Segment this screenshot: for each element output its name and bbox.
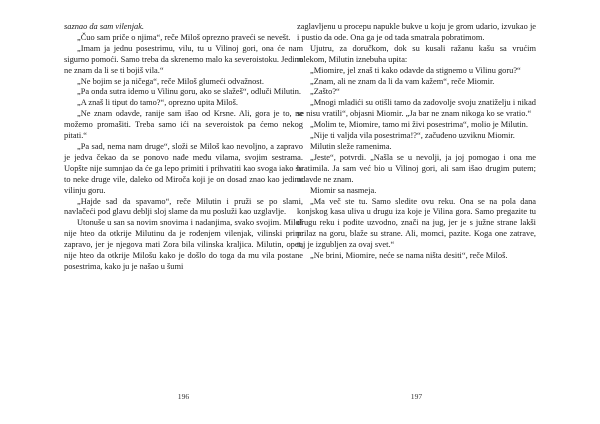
paragraph: „Ne bojim se ja ničega“, reče Miloš glumeći odvažnost. <box>77 76 264 86</box>
paragraph: „Ma več ste tu. Samo sledite ovu reku. Ona se na pola dana konjskog kasa uliva u drugu iza koje je Vilina gora. Samo pregazite tu drugu reku i pođite uzvodno, znači na jug, jer je s južne strane lakši prilaz na goru, blaže su strane. Ali, momci, pazite. Koga one zatrave, taj je izgubljen za ovaj svet.“ <box>297 196 536 250</box>
paragraph: „Imam ja jednu posestrimu, vilu, tu u Vilinoj gori, ona će nam sigurno pomoći. Samo treba da skrenemo malo ka severoistoku. Jedino ne znam da li se ti bojiš vila.“ <box>64 43 303 75</box>
paragraph: Milutin sleže ramenima. <box>310 141 392 151</box>
paragraph <box>64 22 303 33</box>
paragraph: „Jeste“, potvrdi. „Našla se u nevolji, ja joj pomogao i ona me bratimila. Ja sam već bio u Vilinoj gori, ali sam išao drugim putem; odavde ne znam. <box>297 152 536 184</box>
paragraph: zaglavljenu u procepu napukle bukve u koju je grom udario, izvukao je i pustio da ode. Ona ga je od tada smatrala pobratimom. <box>297 22 536 42</box>
paragraph: „Pa onda sutra idemo u Vilinu goru, ako se slažeš“, odluči Milutin. <box>77 87 302 97</box>
paragraph: „Čuo sam priče o njima“, reče Miloš oprezno pravеći se nevešt. <box>77 32 291 42</box>
paragraph: „Ne brini, Miomire, neće se nama ništa desiti“, reče Miloš. <box>310 251 508 261</box>
left-page <box>64 22 303 407</box>
paragraph: „Nije ti valjda vila posestrima!?“, začuđeno uzviknu Miomir. <box>310 131 515 141</box>
right-page <box>297 22 536 407</box>
paragraph: „Ne znam odavde, ranije sam išao od Krsne. Ali, gora je to, ne možemo promašiti. Treba samo ići na severoistok pa ćemo nekog pitati.“ <box>64 109 303 141</box>
paragraph: „Zašto?“ <box>310 87 340 97</box>
paragraph: „Znam, ali ne znam da li da vam kažem“, reče Miomir. <box>310 76 495 86</box>
paragraph: „Pa sad, nema nam druge“, složi se Miloš kao nevoljno, a zapravo je jedva čekao da se ponovo nađe među vilama, svojim sestrama. Uopšte nije sumnjao da će ga lepo primiti i prihvatiti kao svoga iako su to neke druge vile, daleko od Miroča koji je on dosad znao kao jedinu vilinju goru. <box>64 141 303 195</box>
paragraph: „Miomire, jel znaš ti kako odavde da stignemo u Vilinu goru?“ <box>310 65 521 75</box>
paragraph: „Molim te, Miomire, tamo mi živi posestrima“, molio je Milutin. <box>310 120 528 130</box>
paragraph: „Mnogi mladići su otišli tamo da zadovolje svoju znatiželju i nikad se nisu vratili“, objasni Miomir. „Ja bar ne znam nikoga ko se vratio.“ <box>297 98 536 119</box>
italic-lead: saznao da sam vilenjak. <box>64 22 145 31</box>
page-number-left: 196 <box>177 392 190 401</box>
page-number-right: 197 <box>410 392 423 401</box>
paragraph: „A znaš li tiput do tamo?“, oprezno upita Miloš. <box>77 98 238 108</box>
paragraph: Ujutru, za doručkom, dok su kusali ražanu kašu sa vrućim mlekom, Milutin iznebuha upita: <box>297 43 536 64</box>
paragraph: Miomir sa nasmeja. <box>310 185 377 195</box>
paragraph: „Hajde sad da spavamo“, reče Milutin i pruži se po slami, navlačeći pod glavu deblji sloj slame da mu posluži kao uzglavlje. <box>64 196 303 217</box>
paragraph: Utonuše u san sa novim snovima i nadanjima, svako svojim. Miloš nije hteo da otkrije Milutinu da je rođenjem vilenjak, vilinski princ zapravo, jer je njegova mati Zora bila vilinska kraljica. Milutin, opet, nije hteo da otkrije Milošu kako je došlo do toga da mu vila postane posestrima, kako ju je našao u šumi <box>64 218 303 271</box>
